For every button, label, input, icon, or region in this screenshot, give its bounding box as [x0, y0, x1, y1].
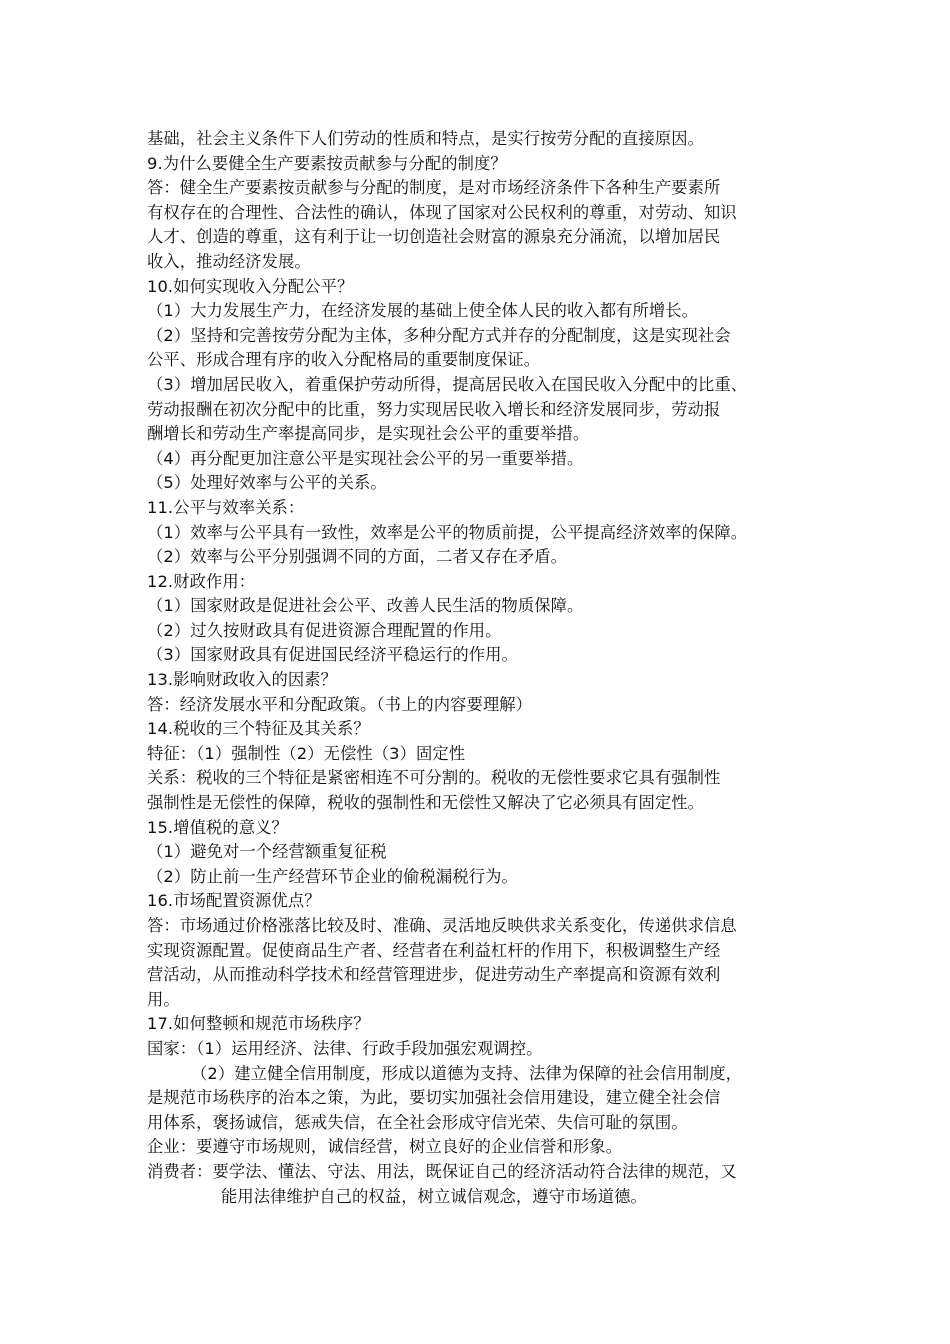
document-body [147, 127, 813, 1209]
list-item: 酬增长和劳动生产率提高同步，是实现社会公平的重要举措。 [147, 424, 590, 444]
list-item: （2）防止前一生产经营环节企业的偷税漏税行为。 [147, 866, 518, 886]
question-heading: 15.增值税的意义？ [147, 817, 288, 837]
list-item: （1）效率与公平具有一致性，效率是公平的物质前提，公平提高经济效率的保障。 [147, 522, 748, 542]
answer-line: 答：市场通过价格涨落比较及时、准确、灵活地反映供求关系变化，传递供求信息 [147, 916, 737, 935]
text-line: 基础，社会主义条件下人们劳动的性质和特点，是实行按劳分配的直接原因。 [147, 129, 704, 148]
answer-line: 用体系，褒扬诚信，惩戒失信，在全社会形成守信光荣、失信可耻的氛围。 [147, 1112, 688, 1132]
list-item: （1）国家财政是促进社会公平、改善人民生活的物质保障。 [147, 596, 584, 616]
answer-line: 答：经济发展水平和分配政策。（书上的内容要理解） [147, 694, 533, 714]
question-heading: 10.如何实现收入分配公平？ [147, 276, 354, 296]
question-heading: 16.市场配置资源优点？ [147, 891, 321, 911]
question-heading: 11.公平与效率关系： [147, 497, 305, 517]
question-heading: 14.税收的三个特征及其关系？ [147, 719, 370, 739]
list-item: 公平、形成合理有序的收入分配格局的重要制度保证。 [147, 350, 541, 370]
answer-line: 是规范市场秩序的治本之策，为此，要切实加强社会信用建设，建立健全社会信 [147, 1088, 721, 1108]
answer-line: 强制性是无偿性的保障，税收的强制性和无偿性又解决了它必须具有固定性。 [147, 793, 704, 813]
question-heading: 12.财政作用： [147, 571, 256, 591]
answer-line: 有权存在的合理性、合法性的确认，体现了国家对公民权利的尊重，对劳动、知识 [147, 202, 737, 222]
list-item: （3）国家财政具有促进国民经济平稳运行的作用。 [147, 645, 518, 665]
answer-line: 营活动，从而推动科学技术和经营管理进步，促进劳动生产率提高和资源有效利 [147, 965, 721, 985]
answer-line: 企业：要遵守市场规则，诚信经营，树立良好的企业信誉和形象。 [147, 1137, 623, 1157]
list-item: （5）处理好效率与公平的关系。 [147, 473, 387, 493]
list-item: （3）增加居民收入，着重保护劳动所得，提高居民收入在国民收入分配中的比重、 [147, 374, 748, 394]
answer-line: 用。 [147, 989, 180, 1009]
answer-line: （2）建立健全信用制度，形成以道德为支持、法律为保障的社会信用制度， [191, 1063, 743, 1083]
question-heading: 9.为什么要健全生产要素按贡献参与分配的制度？ [147, 153, 507, 173]
question-heading: 17.如何整顿和规范市场秩序？ [147, 1014, 370, 1034]
answer-line: 答：健全生产要素按贡献参与分配的制度，是对市场经济条件下各种生产要素所 [147, 178, 721, 198]
answer-line: 关系：税收的三个特征是紧密相连不可分割的。税收的无偿性要求它具有强制性 [147, 768, 721, 788]
answer-line: 实现资源配置。促使商品生产者、经营者在利益杠杆的作用下，积极调整生产经 [147, 940, 721, 960]
answer-line: 能用法律维护自己的权益，树立诚信观念，遵守市场道德。 [221, 1186, 647, 1206]
list-item: （2）坚持和完善按劳分配为主体，多种分配方式并存的分配制度，这是实现社会 [147, 325, 731, 345]
list-item: （4）再分配更加注意公平是实现社会公平的另一重要举措。 [147, 448, 584, 468]
answer-line: 人才、创造的尊重，这有利于让一切创造社会财富的源泉充分涌流，以增加居民 [147, 227, 721, 247]
question-heading: 13.影响财政收入的因素？ [147, 670, 338, 690]
list-item: （2）效率与公平分别强调不同的方面，二者又存在矛盾。 [147, 547, 567, 567]
answer-line: 收入，推动经济发展。 [147, 251, 311, 271]
list-item: （1）避免对一个经营额重复征税 [147, 842, 387, 862]
list-item: 劳动报酬在初次分配中的比重，努力实现居民收入增长和经济发展同步，劳动报 [147, 399, 721, 419]
list-item: （2）过久按财政具有促进资源合理配置的作用。 [147, 620, 502, 640]
answer-line: 消费者：要学法、懂法、守法、用法，既保证自己的经济活动符合法律的规范，又 [147, 1161, 737, 1181]
answer-line: 国家：（1）运用经济、法律、行政手段加强宏观调控。 [147, 1038, 543, 1058]
answer-line: 特征：（1）强制性（2）无偿性（3）固定性 [147, 743, 466, 763]
list-item: （1）大力发展生产力，在经济发展的基础上使全体人民的收入都有所增长。 [147, 301, 699, 321]
